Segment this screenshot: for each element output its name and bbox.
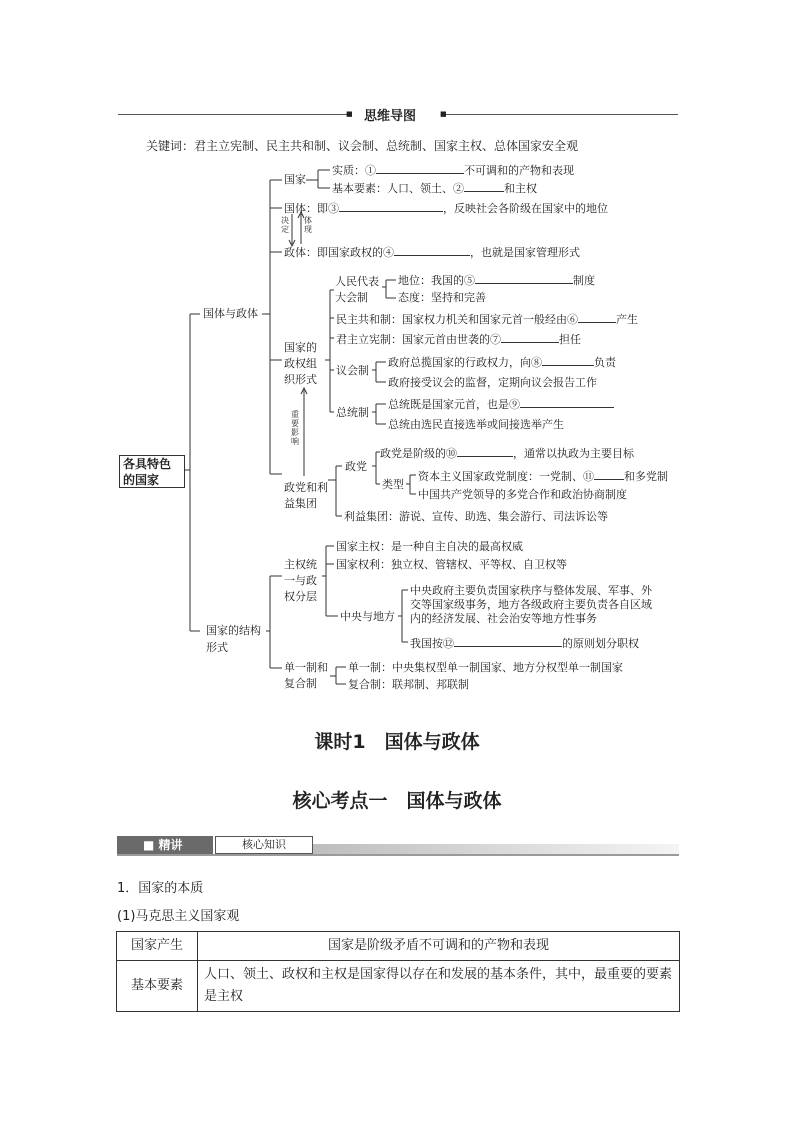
node-leixing-1: [418, 469, 668, 483]
content-heading-2: (1)马克思主义国家观: [117, 909, 240, 924]
table-value: 人口、领土、政权和主权是国家得以存在和发展的基本条件，其中，最重要的要素是主权: [198, 961, 680, 1012]
zhuquan-line-1: 主权统: [284, 558, 317, 571]
lx1-tail: 和多党制: [624, 470, 668, 483]
bar-underline: [117, 854, 679, 856]
node-dang: 政党: [345, 460, 367, 473]
yaosu-label: 基本要素：人口、领土、②: [332, 182, 464, 195]
node-dy-1: 单一制：中央集权型单一制国家、地方分权型单一制国家: [348, 661, 623, 674]
blank-2: [464, 181, 504, 192]
node-zhengdang: [284, 480, 328, 512]
node-yihui-1: [388, 355, 616, 369]
mindmap-title: 思维导图: [364, 109, 417, 124]
zy4-tail: 的原则划分职权: [562, 637, 639, 650]
zhengdang-line-2: 益集团: [284, 497, 317, 510]
root-line-2: 的国家: [123, 473, 160, 487]
dang1-label: 政党是阶级的⑩: [380, 447, 457, 460]
zhengdang-line-1: 政党和利: [284, 481, 328, 494]
zhengti-label: 政体：即国家政权的④: [284, 246, 394, 259]
node-zhongyang-1: [410, 584, 652, 626]
node-yihui: 议会制: [336, 364, 369, 377]
header-dot-left: ■: [346, 110, 353, 118]
node-yaosu: [332, 181, 537, 195]
danyi-line-2: 复合制: [284, 677, 317, 690]
concept-table: [116, 931, 680, 1012]
blank-6: [578, 312, 616, 323]
guoti-tail: ，反映社会各阶级在国家中的地位: [443, 202, 608, 215]
node-liyi: 利益集团：游说、宣传、助选、集会游行、司法诉讼等: [344, 510, 608, 523]
bar-label-core: 核心知识: [215, 836, 313, 854]
node-zongtong-1: [388, 397, 614, 411]
zuzhi-line-3: 织形式: [284, 373, 317, 386]
zy3-line: 内的经济发展、社会治安等地方性事务: [410, 612, 597, 625]
arrow-label-decide: 决定: [281, 216, 289, 234]
blank-9: [520, 397, 614, 408]
section-bar: [117, 836, 679, 856]
mindmap-root: [119, 455, 185, 488]
node-zuzhi: [284, 340, 317, 388]
node-danyi: [284, 660, 328, 692]
benzhi-tail: 不可调和的产物和表现: [464, 164, 574, 177]
node-dang-1: [380, 446, 634, 460]
blank-10: [457, 446, 513, 457]
blank-11: [594, 469, 624, 480]
dang1-tail: ，通常以执政为主要目标: [513, 447, 634, 460]
lx1-label: 资本主义国家政党制度：一党制、⑪: [418, 470, 594, 483]
blank-8: [542, 355, 594, 366]
yaosu-tail: 和主权: [504, 182, 537, 195]
zt1-label: 总统既是国家元首，也是⑨: [388, 398, 520, 411]
node-lixian: [336, 332, 581, 346]
table-row: [117, 961, 680, 1012]
node-leixing-2: 中国共产党领导的多党合作和政治协商制度: [418, 488, 627, 501]
zhengti-tail: ，也就是国家管理形式: [470, 246, 580, 259]
node-zhuquan: [284, 557, 317, 605]
benzhi-label: 实质：①: [332, 164, 376, 177]
zy2-line: 交等国家级事务，地方各级政府主要负责各自区域: [410, 598, 652, 611]
section-title: 核心考点一 国体与政体: [292, 790, 502, 812]
header-dot-right: ■: [440, 110, 447, 118]
gonghe-tail: 产生: [616, 313, 638, 326]
zhuquan-line-3: 权分层: [284, 590, 317, 603]
jiegou-line-2: 形式: [206, 641, 228, 654]
node-zongtong-2: 总统由选民直接选举或间接选举产生: [388, 418, 564, 431]
gonghe-label: 民主共和制：国家权力机关和国家元首一般经由⑥: [336, 313, 578, 326]
node-guojia: 国家: [284, 173, 306, 186]
renda-pos-label: 地位：我国的⑤: [398, 274, 475, 287]
blank-3: [339, 201, 443, 212]
table-value: 国家是阶级矛盾不可调和的产物和表现: [198, 932, 680, 961]
arrow-label-embody: 体现: [304, 216, 312, 234]
node-zhengti: [284, 245, 580, 259]
node-renda-att: 态度：坚持和完善: [398, 291, 486, 304]
lixian-tail: 担任: [559, 333, 581, 346]
blank-5: [475, 273, 573, 284]
zuzhi-line-2: 政权组: [284, 357, 317, 370]
lixian-label: 君主立宪制：国家元首由世袭的⑦: [336, 333, 501, 346]
blank-4: [394, 245, 470, 256]
node-zhongyang-2: [410, 636, 639, 650]
node-leixing: 类型: [382, 478, 404, 491]
table-key: 国家产生: [117, 932, 198, 961]
zhuquan-line-2: 一与政: [284, 574, 317, 587]
blank-7: [501, 332, 559, 343]
table-row: [117, 932, 680, 961]
yihui1-label: 政府总揽国家的行政权力，向⑧: [388, 356, 542, 369]
node-zongtong: 总统制: [336, 406, 369, 419]
zy4-label: 我国按⑫: [410, 637, 454, 650]
table-key: 基本要素: [117, 961, 198, 1012]
node-renda-pos: [398, 273, 595, 287]
node-dy-2: 复合制：联邦制、邦联制: [348, 678, 469, 691]
node-guoti-zhengti: 国体与政体: [203, 307, 258, 320]
node-zq-2: 国家权利：独立权、管辖权、平等权、自卫权等: [336, 558, 567, 571]
node-renda: [335, 274, 379, 306]
bar-gradient: [311, 844, 679, 854]
danyi-line-1: 单一制和: [284, 661, 328, 674]
zy1-line: 中央政府主要负责国家秩序与整体发展、军事、外: [410, 584, 652, 597]
node-jiegou: [206, 622, 261, 656]
bar-label-jingjiang: ■ 精讲: [117, 836, 213, 854]
blank-12: [454, 636, 562, 647]
yihui1-tail: 负责: [594, 356, 616, 369]
renda-line-2: 大会制: [335, 291, 368, 304]
content-heading-1: 1．国家的本质: [117, 881, 204, 896]
node-zhongyang: 中央与地方: [340, 610, 395, 623]
keywords-line: 关键词：君主立宪制、民主共和制、议会制、总统制、国家主权、总体国家安全观: [146, 139, 579, 153]
node-gonghe: [336, 312, 638, 326]
blank-1: [376, 163, 464, 174]
node-zq-1: 国家主权：是一种自主自决的最高权威: [336, 540, 523, 553]
jiegou-line-1: 国家的结构: [206, 624, 261, 637]
node-benzhi: [332, 163, 574, 177]
arrow-label-influence: 重要影响: [291, 410, 299, 446]
renda-line-1: 人民代表: [335, 275, 379, 288]
zuzhi-line-1: 国家的: [284, 341, 317, 354]
root-line-1: 各具特色: [123, 457, 172, 471]
guoti-label: 国体：即③: [284, 202, 339, 215]
node-guoti: [284, 201, 608, 215]
renda-pos-tail: 制度: [573, 274, 595, 287]
node-yihui-2: 政府接受议会的监督，定期向议会报告工作: [388, 376, 597, 389]
lesson-title: 课时1 国体与政体: [314, 731, 480, 753]
